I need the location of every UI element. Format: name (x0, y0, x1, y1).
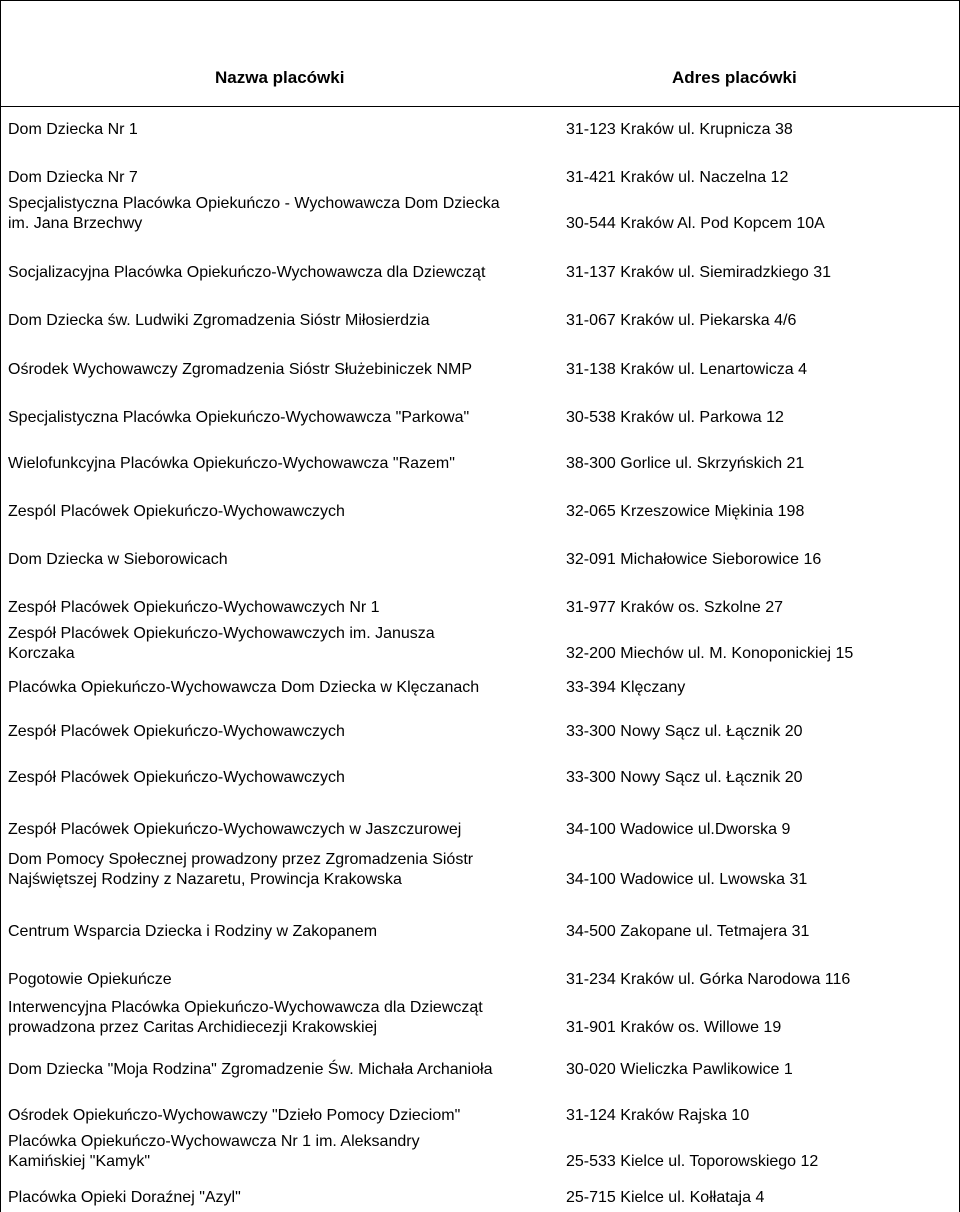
facility-address: 31-067 Kraków ul. Piekarska 4/6 (566, 312, 797, 329)
facility-name-line: Specjalistyczna Placówka Opiekuńczo - Wychowawcza Dom Dziecka (8, 195, 500, 212)
facility-address: 31-123 Kraków ul. Krupnicza 38 (566, 121, 793, 138)
facility-name (8, 678, 560, 698)
facility-name (8, 408, 560, 428)
facility-name-line: Interwencyjna Placówka Opiekuńczo-Wychowawcza dla Dziewcząt (8, 999, 483, 1016)
facility-name-line: Zespół Placówek Opiekuńczo-Wychowawczych (8, 769, 345, 786)
facility-address: 32-200 Miechów ul. M. Konoponickiej 15 (566, 645, 854, 662)
facility-name-line: Najświętszej Rodziny z Nazaretu, Prowincja Krakowska (8, 871, 402, 888)
facility-address: 31-137 Kraków ul. Siemiradzkiego 31 (566, 264, 832, 281)
facility-name-line: Dom Pomocy Społecznej prowadzony przez Zgromadzenia Sióstr (8, 851, 474, 868)
column-header-address: Adres placówki (672, 68, 797, 87)
facility-name-line: Dom Dziecka Nr 7 (8, 169, 138, 186)
facility-address: 32-091 Michałowice Sieborowice 16 (566, 551, 822, 568)
facility-address: 30-020 Wieliczka Pawlikowice 1 (566, 1061, 793, 1078)
facility-name (8, 820, 560, 840)
facility-name-line: Placówka Opiekuńczo-Wychowawcza Nr 1 im. Aleksandry (8, 1133, 420, 1150)
facility-address: 34-500 Zakopane ul. Tetmajera 31 (566, 923, 810, 940)
facility-name-line: Dom Dziecka "Moja Rodzina" Zgromadzenie Św. Michała Archanioła (8, 1061, 493, 1078)
facility-name (8, 502, 560, 522)
facility-name (8, 311, 560, 331)
facility-name-line: Specjalistyczna Placówka Opiekuńczo-Wychowawcza "Parkowa" (8, 409, 470, 426)
facility-address: 34-100 Wadowice ul.Dworska 9 (566, 821, 791, 838)
facility-address: 33-300 Nowy Sącz ul. Łącznik 20 (566, 769, 803, 786)
facility-name-line: Ośrodek Wychowawczy Zgromadzenia Sióstr Służebiniczek NMP (8, 361, 473, 378)
facility-name (8, 970, 560, 990)
facility-address: 30-538 Kraków ul. Parkowa 12 (566, 409, 784, 426)
facility-name (8, 550, 560, 570)
facility-name-line: Dom Dziecka św. Ludwiki Zgromadzenia Sióstr Miłosierdzia (8, 312, 430, 329)
facility-address: 30-544 Kraków Al. Pod Kopcem 10A (566, 215, 825, 232)
facility-name-line: Placówka Opiekuńczo-Wychowawcza Dom Dziecka w Klęczanach (8, 679, 480, 696)
column-header-name: Nazwa placówki (215, 68, 345, 87)
facility-name-line: Zespól Placówek Opiekuńczo-Wychowawczych (8, 503, 345, 520)
facility-address: 31-901 Kraków os. Willowe 19 (566, 1019, 782, 1036)
facility-address: 31-124 Kraków Rajska 10 (566, 1107, 750, 1124)
facility-name-line: Pogotowie Opiekuńcze (8, 971, 172, 988)
facility-name (8, 722, 560, 742)
page-border-left (0, 0, 1, 1212)
facility-name (8, 1060, 560, 1080)
facility-address: 34-100 Wadowice ul. Lwowska 31 (566, 871, 808, 888)
facility-name-line: Zespół Placówek Opiekuńczo-Wychowawczych im. Janusza (8, 625, 435, 642)
facility-name-line: Socjalizacyjna Placówka Opiekuńczo-Wychowawcza dla Dziewcząt (8, 264, 486, 281)
facility-name (8, 194, 560, 234)
facility-name (8, 1188, 560, 1208)
facility-address: 25-533 Kielce ul. Toporowskiego 12 (566, 1153, 819, 1170)
facility-name-line: Zespół Placówek Opiekuńczo-Wychowawczych Nr 1 (8, 599, 380, 616)
facility-name (8, 768, 560, 788)
facility-name-line: im. Jana Brzechwy (8, 215, 143, 232)
facility-name (8, 998, 560, 1038)
facility-name (8, 1132, 560, 1172)
facility-address: 31-977 Kraków os. Szkolne 27 (566, 599, 784, 616)
facility-address: 33-300 Nowy Sącz ul. Łącznik 20 (566, 723, 803, 740)
facility-address: 32-065 Krzeszowice Miękinia 198 (566, 503, 805, 520)
facility-name-line: prowadzona przez Caritas Archidiecezji Krakowskiej (8, 1019, 378, 1036)
facility-name-line: Placówka Opieki Doraźnej "Azyl" (8, 1189, 241, 1206)
facility-name-line: Kamińskiej "Kamyk" (8, 1153, 151, 1170)
facility-name (8, 1106, 560, 1126)
facility-name (8, 360, 560, 380)
facility-name-line: Korczaka (8, 645, 75, 662)
facility-name-line: Ośrodek Opiekuńczo-Wychowawczy "Dzieło Pomocy Dzieciom" (8, 1107, 461, 1124)
facility-name (8, 850, 560, 890)
facility-name (8, 120, 560, 140)
header-divider (0, 106, 960, 107)
facility-name-line: Wielofunkcyjna Placówka Opiekuńczo-Wychowawcza "Razem" (8, 455, 455, 472)
facility-address: 31-138 Kraków ul. Lenartowicza 4 (566, 361, 808, 378)
facility-name-line: Zespół Placówek Opiekuńczo-Wychowawczych (8, 723, 345, 740)
facility-address: 38-300 Gorlice ul. Skrzyńskich 21 (566, 455, 805, 472)
facility-address: 33-394 Klęczany (566, 679, 686, 696)
facility-name (8, 922, 560, 942)
facility-address: 31-234 Kraków ul. Górka Narodowa 116 (566, 971, 851, 988)
facility-name (8, 454, 560, 474)
facility-name-line: Centrum Wsparcia Dziecka i Rodziny w Zakopanem (8, 923, 378, 940)
facility-address: 25-715 Kielce ul. Kołłataja 4 (566, 1189, 765, 1206)
facility-name (8, 168, 560, 188)
page-border-top (0, 0, 960, 1)
facility-address: 31-421 Kraków ul. Naczelna 12 (566, 169, 789, 186)
facility-name-line: Dom Dziecka w Sieborowicach (8, 551, 228, 568)
facility-name (8, 624, 560, 664)
facility-name (8, 263, 560, 283)
facility-name (8, 598, 560, 618)
facility-name-line: Zespół Placówek Opiekuńczo-Wychowawczych w Jaszczurowej (8, 821, 462, 838)
facility-name-line: Dom Dziecka Nr 1 (8, 121, 138, 138)
